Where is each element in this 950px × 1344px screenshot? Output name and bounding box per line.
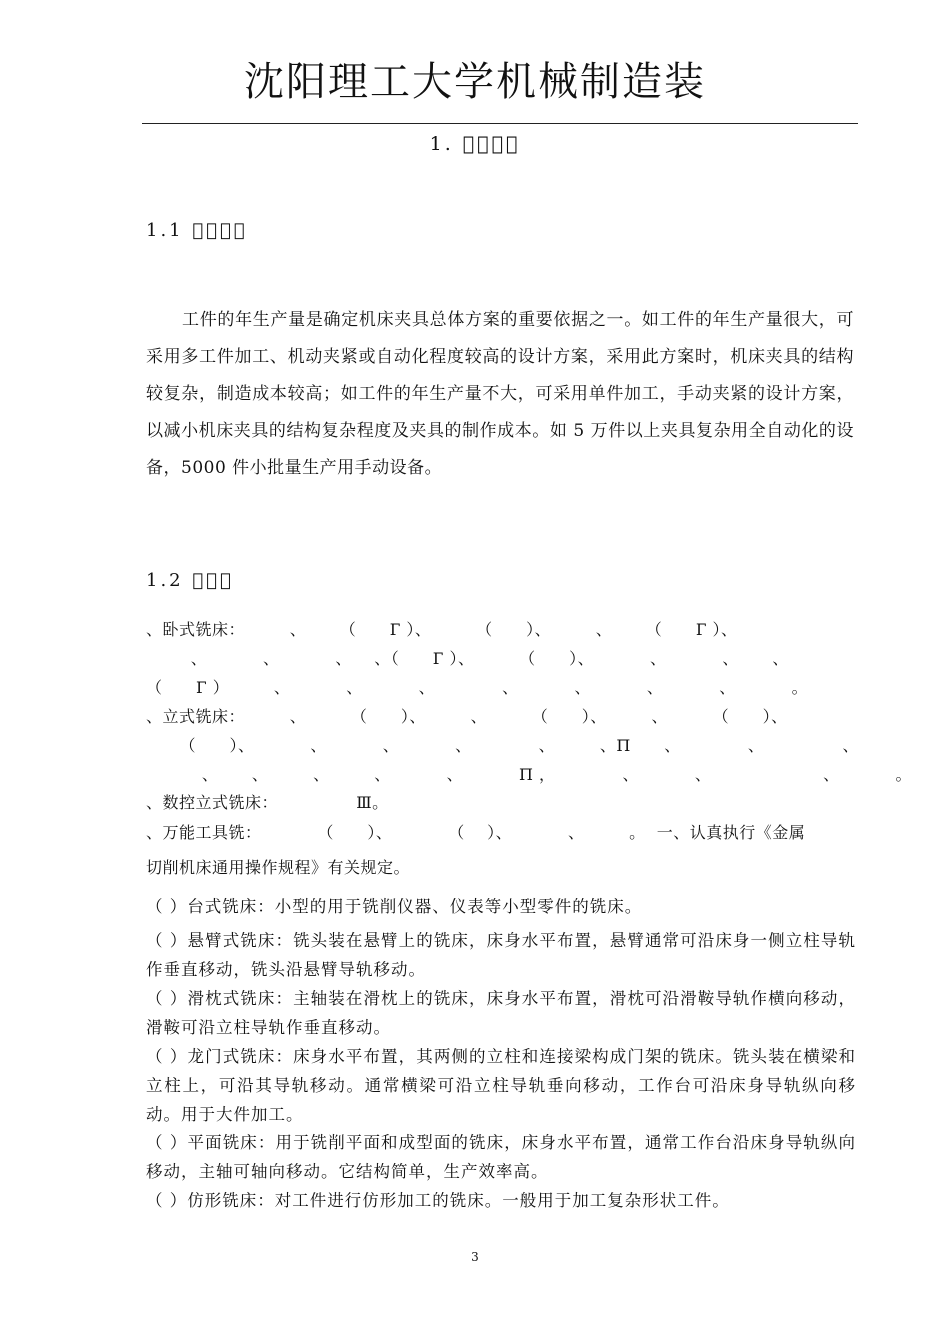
milling-list-line: 、 、 、 、 、 П ， 、 、 、 。 bbox=[146, 765, 912, 784]
list-item: （ ）龙门式铣床：床身水平布置，其两侧的立柱和连接梁构成门架的铣床。铣头装在横梁和立柱上，可沿其导轨移动。通常横梁可沿立柱导轨垂向移动，工作台可沿床身导轨纵向移动。用于大件加工。 bbox=[146, 1047, 856, 1124]
chapter-heading: 1. 􀀀􀀀􀀀􀀀 bbox=[429, 133, 521, 155]
milling-list-line: 、 、 、 、（ Г ）、 （ ）、 、 、 、 bbox=[146, 649, 789, 668]
continuation-line: 切削机床通用操作规程》有关规定。 bbox=[146, 858, 411, 877]
section-1-1-paragraph: 工件的年生产量是确定机床夹具总体方案的重要依据之一。如工件的年生产量很大，可采用多工件加工、机动夹紧或自动化程度较高的设计方案，采用此方案时，机床夹具的结构较复杂，制造成本较高；如工件的年生产量不大，可采用单件加工，手动夹紧的设计方案，以减小机床夹具的结构复杂程度及夹具的制作成本。如 5 万件以上夹具复杂用全自动化的设备，5000 件小批量生产用手动设备。 bbox=[146, 310, 854, 478]
page-number: 3 bbox=[471, 1250, 479, 1264]
milling-list-line: （ ）、 、 、 、 、 、П 、 、 、 bbox=[146, 736, 860, 755]
milling-list-line: 、数控立式铣床： Ⅲ。 bbox=[146, 793, 389, 812]
list-item: （ ）仿形铣床：对工件进行仿形加工的铣床。一般用于加工复杂形状工件。 bbox=[146, 1191, 730, 1210]
header-rule bbox=[142, 123, 858, 124]
list-item: （ ）滑枕式铣床：主轴装在滑枕上的铣床，床身水平布置，滑枕可沿滑鞍导轨作横向移动，滑鞍可沿立柱导轨作垂直移动。 bbox=[146, 989, 856, 1037]
document-title: 沈阳理工大学机械制造装 bbox=[244, 59, 706, 105]
milling-list-line: 、万能工具铣： （ ）、 （ ）、 、 。 一、认真执行《金属 bbox=[146, 823, 806, 842]
list-item: （ ）台式铣床：小型的用于铣削仪器、仪表等小型零件的铣床。 bbox=[146, 897, 643, 916]
section-heading-1-2: 1.2 􀀀􀀀􀀀 bbox=[146, 570, 234, 591]
milling-list-line: （ Г ） 、 、 、 、 、 、 、 。 bbox=[146, 678, 809, 697]
list-item: （ ）悬臂式铣床：铣头装在悬臂上的铣床，床身水平布置，悬臂通常可沿床身一侧立柱导轨作垂直移动，铣头沿悬臂导轨移动。 bbox=[146, 931, 856, 979]
milling-list-line: 、立式铣床： 、 （ ）、 、 （ ）、 、 （ ）、 bbox=[146, 707, 788, 726]
list-item: （ ）平面铣床：用于铣削平面和成型面的铣床，床身水平布置，通常工作台沿床身导轨纵向移动，主轴可轴向移动。它结构简单，生产效率高。 bbox=[146, 1133, 856, 1181]
milling-list-line: 、卧式铣床： 、 （ Г ）、 （ ）、 、 （ Г ）、 bbox=[146, 620, 738, 639]
section-heading-1-1: 1.1 􀀀􀀀􀀀􀀀 bbox=[146, 220, 248, 241]
